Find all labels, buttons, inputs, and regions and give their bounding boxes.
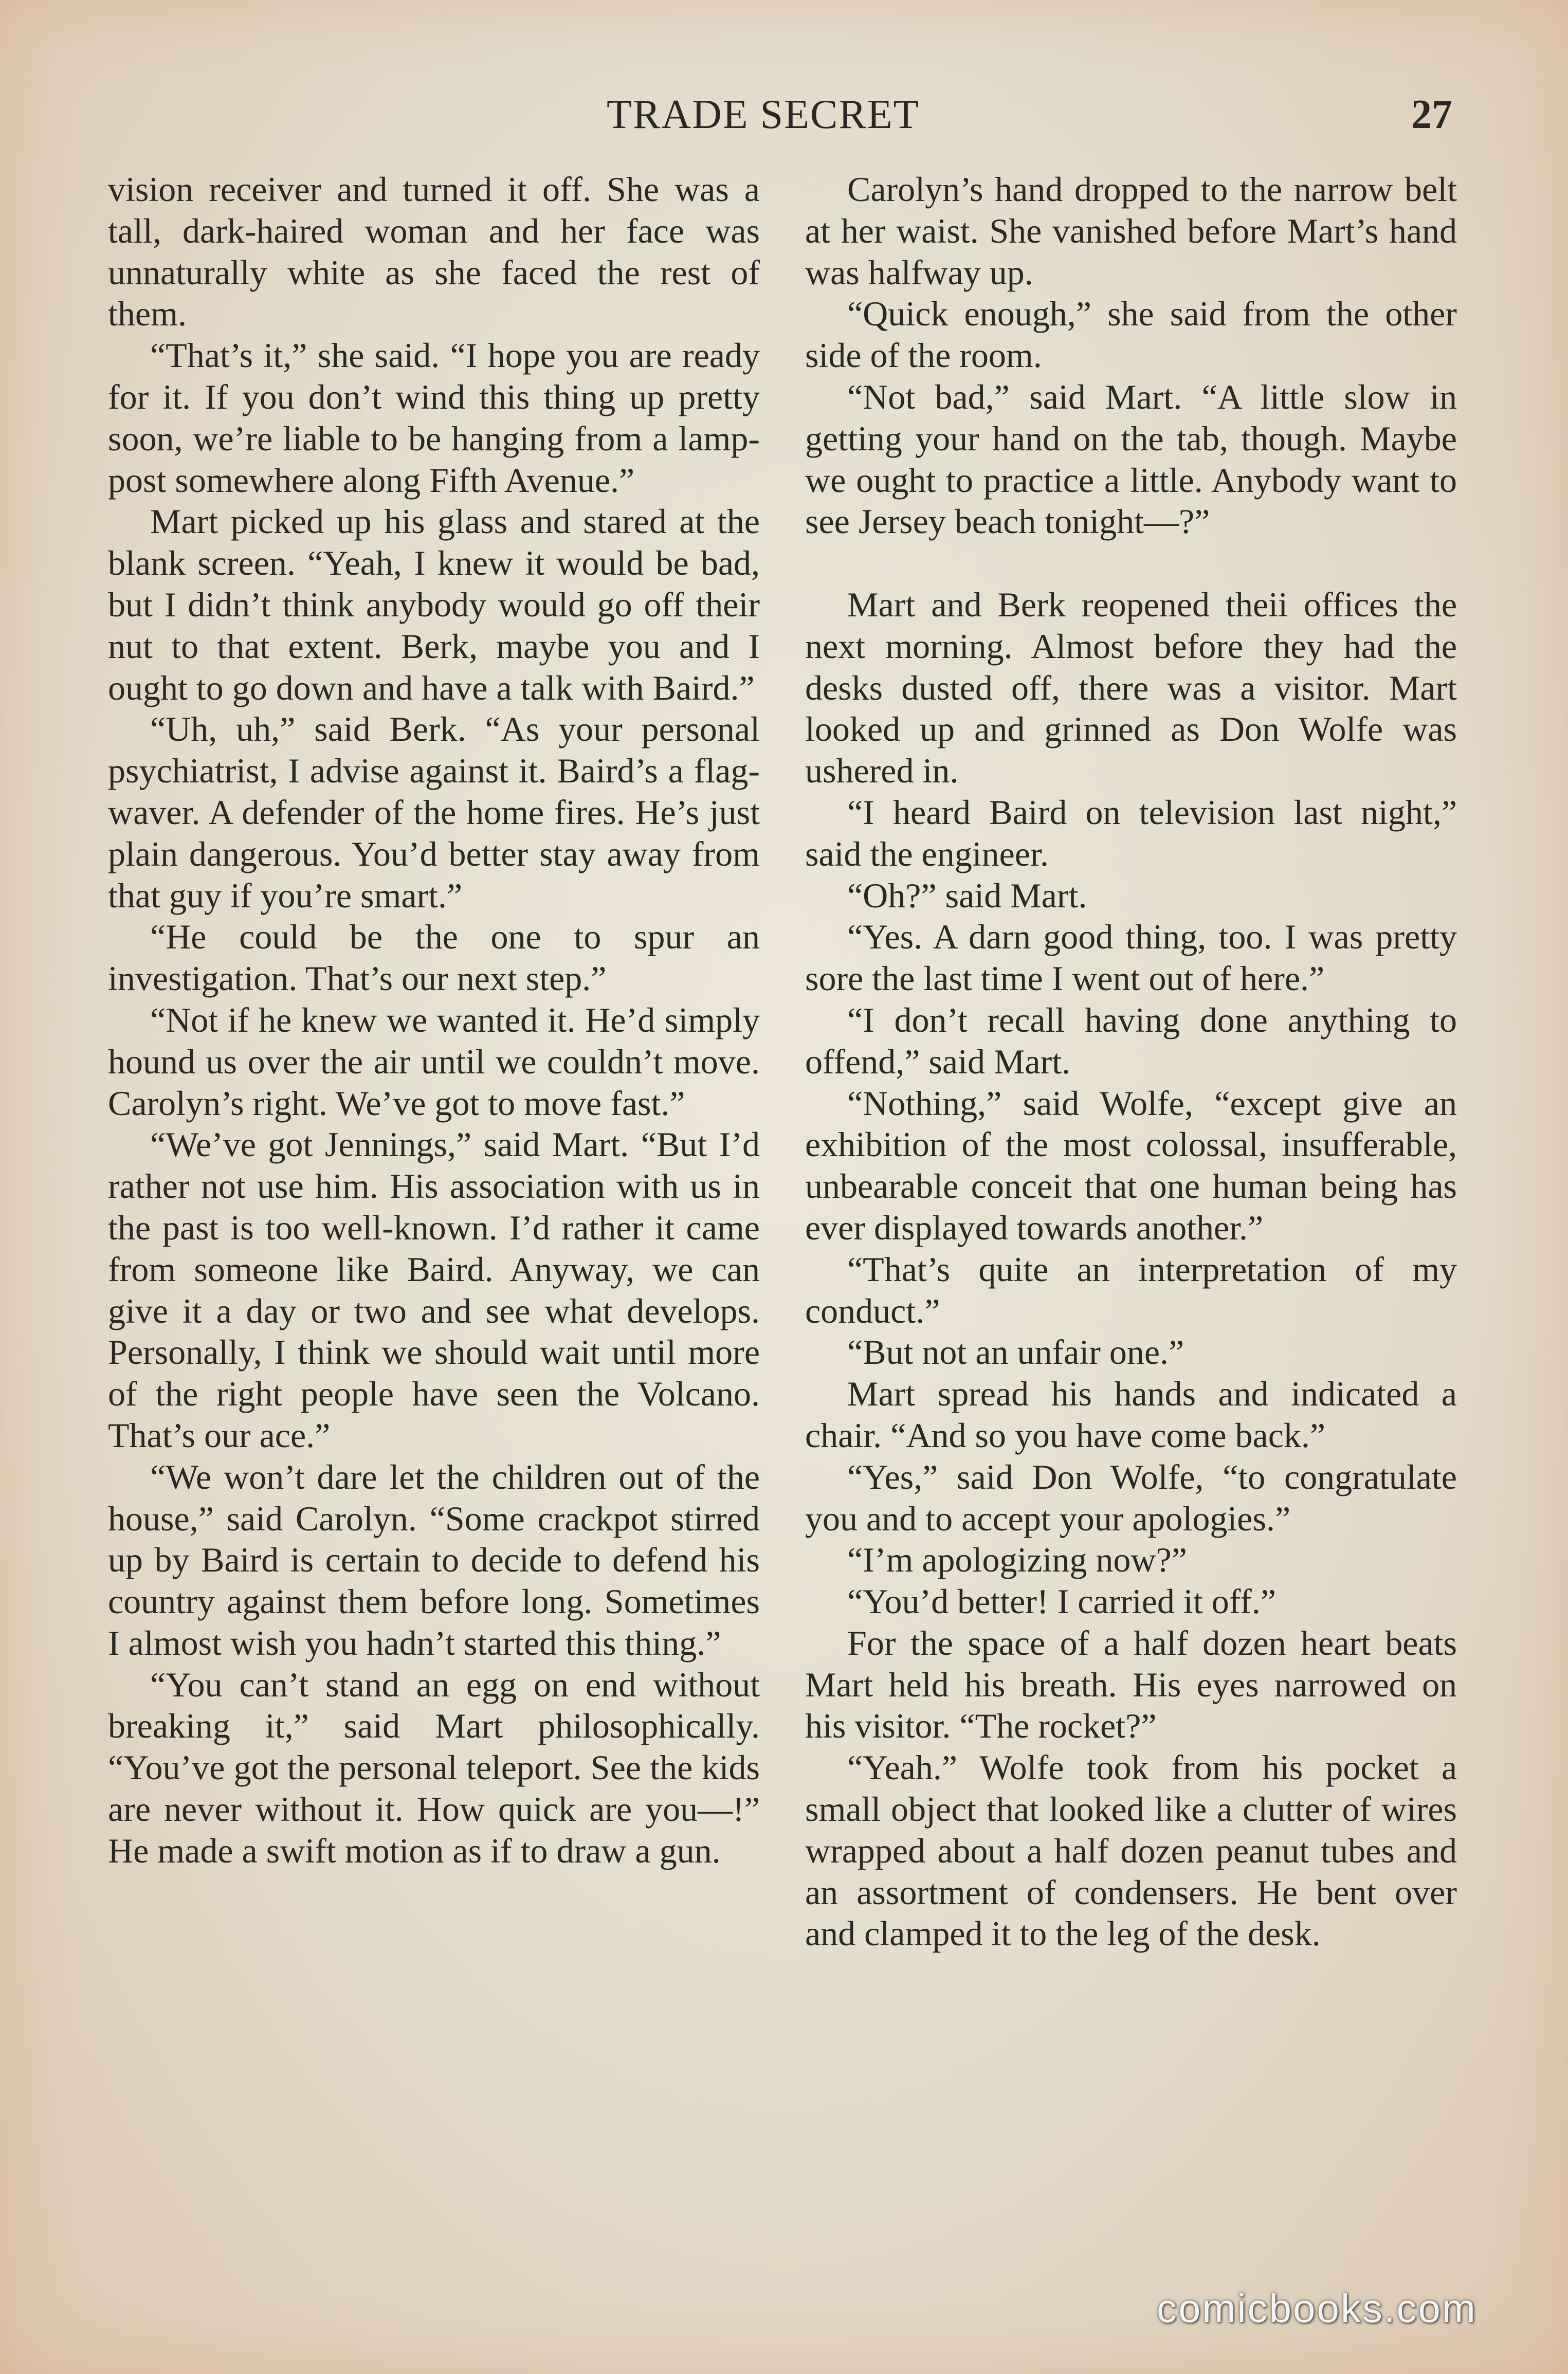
paragraph: “Yeah.” Wolfe took from his pocket a small object that looked like a clutter of wires wrapped about a half dozen peanut tubes and an assortment of condensers. He bent over and clamped it to the leg of the desk.	[805, 1748, 1457, 1953]
paragraph: “I heard Baird on television last night,” said the engineer.	[805, 792, 1457, 873]
paragraph: “He could be the one to spur an investigation. That’s our next step.”	[108, 917, 760, 998]
page-number: 27	[1411, 92, 1452, 137]
paragraph: vision receiver and turned it off. She was a tall, dark-haired woman and her face was unnaturally white as she faced the rest of them.	[108, 170, 760, 334]
paragraph: “That’s it,” she said. “I hope you are ready for it. If you don’t wind this thing up pretty soon, we’re liable to be hanging from a lamp-post somewhere along Fifth Avenue.”	[108, 336, 760, 500]
paragraph: “I don’t recall having done anything to offend,” said Mart.	[805, 1000, 1457, 1081]
paragraph: “Not if he knew we wanted it. He’d simply hound us over the air until we couldn’t move. Carolyn’s right. We’ve got to move fast.”	[108, 1000, 760, 1123]
paragraph: Mart picked up his glass and stared at the blank screen. “Yeah, I knew it would be bad, but I didn’t think anybody would go off their nut to that extent. Berk, maybe you and I ought to go down and have a talk with Baird.”	[108, 502, 760, 707]
paragraph: “We’ve got Jennings,” said Mart. “But I’d rather not use him. His association with us in the past is too well-known. I’d rather it came from someone like Baird. Anyway, we can give it a day or two and see what develops. Personally, I think we should wait until more of the right people have seen the Volcano. That’s our ace.”	[108, 1125, 760, 1455]
paragraph: Mart spread his hands and indicated a chair. “And so you have come back.”	[805, 1374, 1457, 1455]
paragraph: “Oh?” said Mart.	[847, 875, 1087, 915]
left-column	[108, 169, 760, 1872]
running-title: TRADE SECRET	[607, 92, 920, 137]
paragraph: “Nothing,” said Wolfe, “except give an exhibition of the most colossal, insufferable, unbearable conceit that one human being has ever displayed towards another.”	[805, 1083, 1457, 1247]
paragraph: “Not bad,” said Mart. “A little slow in getting your hand on the tab, though. Maybe we ought to practice a little. Anybody want to see Jersey beach tonight—?”	[805, 377, 1457, 541]
paragraph: “That’s quite an interpretation of my conduct.”	[805, 1249, 1457, 1330]
paragraph: “Yes. A darn good thing, too. I was pretty sore the last time I went out of here.”	[805, 917, 1457, 998]
paragraph: “Uh, uh,” said Berk. “As your personal psychiatrist, I advise against it. Baird’s a flag-waver. A defender of the home fires. He’s just plain dangerous. You’d better stay away from that guy if you’re smart.”	[108, 709, 760, 915]
running-head	[0, 86, 1568, 143]
right-column	[805, 169, 1457, 1955]
paragraph: “Yes,” said Don Wolfe, “to congratulate you and to accept your apologies.”	[805, 1457, 1457, 1538]
site-watermark: comicbooks.com	[1157, 2286, 1477, 2331]
paragraph: “But not an unfair one.”	[847, 1332, 1184, 1372]
paragraph: “You can’t stand an egg on end without breaking it,” said Mart philosophically. “You’ve got the personal teleport. See the kids are never without it. How quick are you—!” He made a swift motion as if to draw a gun.	[108, 1665, 760, 1870]
paragraph: “We won’t dare let the children out of the house,” said Carolyn. “Some crackpot stirred up by Baird is certain to decide to defend his country against them before long. Sometimes I almost wish you hadn’t started this thing.”	[108, 1457, 760, 1663]
paragraph: “Quick enough,” she said from the other side of the room.	[805, 294, 1457, 375]
paragraph: “I’m apologizing now?”	[847, 1540, 1187, 1580]
paragraph: Carolyn’s hand dropped to the narrow belt at her waist. She vanished before Mart’s hand was halfway up.	[805, 170, 1457, 292]
section-break-paragraph: Mart and Berk reopened theii offices the next morning. Almost before they had the desks dusted off, there was a visitor. Mart looked up and grinned as Don Wolfe was ushered in.	[805, 585, 1457, 791]
paragraph: For the space of a half dozen heart beats Mart held his breath. His eyes narrowed on his visitor. “The rocket?”	[805, 1623, 1457, 1746]
paragraph: “You’d better! I carried it off.”	[847, 1582, 1276, 1621]
